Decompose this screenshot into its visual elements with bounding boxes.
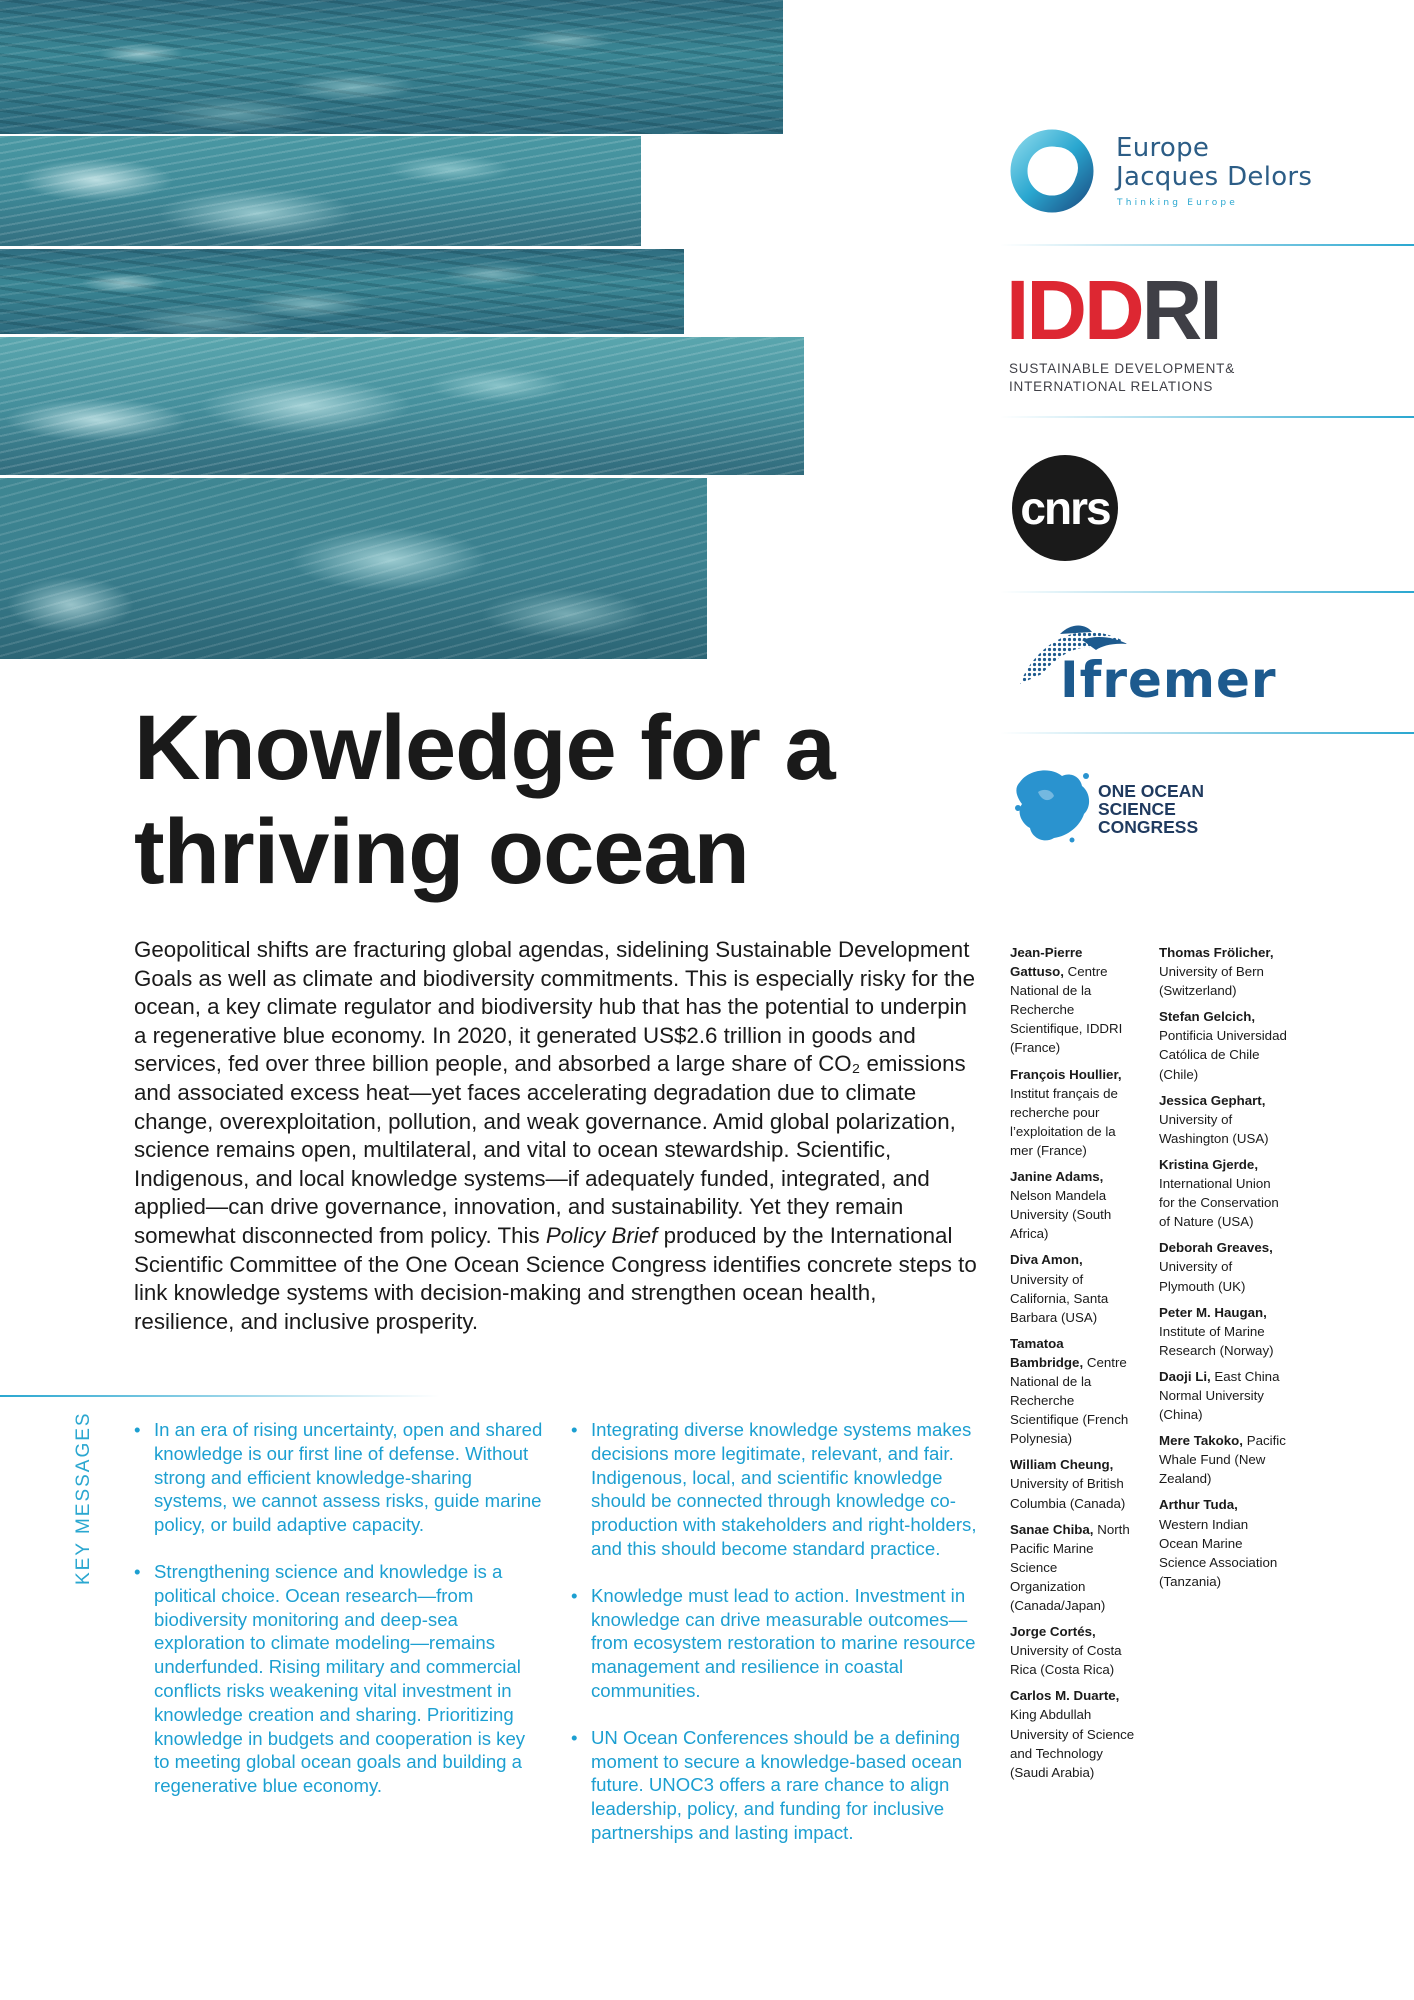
author-entry <box>1159 1238 1289 1295</box>
ejd-line2: Jacques Delors <box>1116 162 1313 192</box>
author-affiliation: Nelson Mandela University (South Africa) <box>1010 1188 1112 1242</box>
title-line: thriving ocean <box>134 801 749 903</box>
author-name: Deborah Greaves, <box>1159 1240 1273 1256</box>
author-affiliation: Institute of Marine Research (Norway) <box>1159 1323 1274 1358</box>
key-messages-divider <box>0 1395 440 1397</box>
oosc-line2: SCIENCE <box>1098 799 1176 819</box>
author-affiliation: Western Indian Ocean Marine Science Association (Tanzania) <box>1159 1516 1278 1589</box>
author-affiliation: Pacific Whale Fund (New Zealand) <box>1159 1433 1286 1487</box>
bullet-icon: • <box>134 1419 141 1440</box>
author-name: Carlos M. Duarte, <box>1010 1688 1120 1704</box>
key-message-text: Strengthening science and knowledge is a political choice. Ocean research—from biodiversity monitoring and deep-sea exploration to climate modeling—remains underfunded. Rising military and commercial conflicts risks weakening vital investment in knowledge creation and sharing. Prioritizing knowledge in budgets and cooperation is key to meeting global ocean goals and building a regenerative blue economy. <box>154 1560 526 1797</box>
author-name: Jessica Gephart, <box>1159 1092 1266 1108</box>
author-affiliation: Pontificia Universidad Católica de Chile (Chile) <box>1159 1028 1287 1082</box>
oosc-wordmark <box>1098 782 1204 836</box>
author-affiliation: North Pacific Marine Science Organization (Canada/Japan) <box>1010 1521 1130 1613</box>
intro-paragraph <box>134 936 982 1336</box>
cnrs-logo: cnrs <box>1012 455 1118 561</box>
ocean-photo-strip <box>0 249 684 334</box>
author-entry <box>1159 1495 1289 1590</box>
bullet-icon: • <box>571 1726 578 1748</box>
author-affiliation: King Abdullah University of Science and Technology (Saudi Arabia) <box>1010 1707 1135 1780</box>
author-entry <box>1010 1250 1136 1326</box>
key-messages-right-list <box>571 1418 981 1868</box>
key-message-item <box>134 1560 544 1798</box>
author-affiliation: East China Normal University (China) <box>1159 1368 1280 1423</box>
author-name: Jean-Pierre Gattuso, <box>1010 945 1083 980</box>
author-name: William Cheung, <box>1010 1457 1114 1473</box>
author-affiliation: University of Costa Rica (Costa Rica) <box>1010 1643 1122 1678</box>
author-name: Arthur Tuda, <box>1159 1497 1238 1513</box>
author-name: Daoji Li, <box>1159 1368 1211 1384</box>
author-entry <box>1159 1303 1289 1360</box>
author-name: Diva Amon, <box>1010 1252 1083 1268</box>
ejd-wordmark <box>1116 134 1312 192</box>
author-name: Stefan Gelcich, <box>1159 1009 1256 1025</box>
logo-divider <box>1000 732 1414 734</box>
author-name: Kristina Gjerde, <box>1159 1156 1259 1172</box>
iddri-wordmark <box>1006 263 1220 357</box>
author-affiliation: University of Plymouth (UK) <box>1159 1259 1246 1294</box>
author-entry <box>1010 1622 1136 1679</box>
key-messages-left-list <box>134 1418 544 1821</box>
ocean-photo-strip <box>0 136 641 246</box>
intro-text: produced by the International Scientific Committee of the One Ocean Science Congress identifies concrete steps to link knowledge systems with decision-making and strengthen ocean health, resilience, and inclusive prosperity. <box>134 1222 977 1334</box>
author-name: Jorge Cortés, <box>1010 1624 1096 1640</box>
key-messages-label: KEY MESSAGES <box>73 1411 94 1585</box>
logo-divider <box>1000 244 1414 246</box>
author-affiliation: International Union for the Conservation of Nature (USA) <box>1159 1176 1279 1230</box>
authors-column-2 <box>1159 943 1289 1598</box>
oosc-line1: ONE OCEAN <box>1098 781 1204 801</box>
key-message-item <box>571 1584 981 1703</box>
author-affiliation: Institut français de recherche pour l’exploitation de la mer (France) <box>1010 1085 1118 1158</box>
author-affiliation: University of Washington (USA) <box>1159 1111 1269 1146</box>
author-affiliation: University of Bern (Switzerland) <box>1159 964 1264 999</box>
page-title <box>134 696 954 904</box>
bullet-icon: • <box>571 1419 578 1440</box>
author-name: Janine Adams, <box>1010 1169 1104 1185</box>
iddri-red-part: IDD <box>1006 263 1142 357</box>
authors-column-1 <box>1010 943 1136 1789</box>
key-message-text: Knowledge must lead to action. Investment in knowledge can drive measurable outcomes—from ecosystem restoration to marine resource management and resilience in coastal communities. <box>591 1584 976 1701</box>
author-entry <box>1010 1334 1136 1449</box>
ejd-line1: Europe <box>1116 133 1210 163</box>
author-entry <box>1010 1065 1136 1160</box>
author-entry <box>1159 1367 1289 1424</box>
intro-italic: Policy Brief <box>545 1222 658 1248</box>
ifremer-wordmark: Ifremer <box>1060 651 1277 709</box>
ejd-ring-icon <box>1008 126 1098 216</box>
logo-divider <box>1000 591 1414 593</box>
author-name: Peter M. Haugan, <box>1159 1304 1267 1320</box>
author-name: Mere Takoko, <box>1159 1433 1243 1449</box>
author-entry <box>1159 1155 1289 1231</box>
key-message-text: Integrating diverse knowledge systems makes decisions more legitimate, relevant, and fair. Indigenous, local, and scientific knowledge should be connected through knowledge co-production with stakeholders and right-holders, and this should become standard practice. <box>591 1419 977 1559</box>
author-name: Sanae Chiba, <box>1010 1521 1094 1537</box>
oosc-line3: CONGRESS <box>1098 817 1199 837</box>
author-name: François Houllier, <box>1010 1066 1122 1082</box>
author-entry <box>1159 1091 1289 1148</box>
ocean-photo-strip <box>0 337 804 475</box>
author-entry <box>1010 1167 1136 1243</box>
iddri-gray-part: RI <box>1141 263 1220 357</box>
key-message-item <box>571 1726 981 1845</box>
globe-map-icon <box>1010 762 1094 846</box>
ocean-photo-strip <box>0 0 783 134</box>
bullet-icon: • <box>571 1584 578 1606</box>
ejd-tagline: Thinking Europe <box>1117 198 1239 208</box>
iddri-subtitle-line2: INTERNATIONAL RELATIONS <box>1009 379 1214 394</box>
key-message-text: UN Ocean Conferences should be a defining moment to secure a knowledge-based ocean future. UNOC3 offers a rare chance to align leadership, policy, and funding for inclusive partnerships and lasting impact. <box>591 1726 963 1843</box>
key-message-item <box>134 1418 544 1537</box>
author-name: Tamatoa Bambridge, <box>1010 1335 1084 1370</box>
author-entry <box>1159 1431 1289 1488</box>
iddri-subtitle <box>1009 360 1235 396</box>
author-affiliation: Centre National de la Recherche Scientifique, IDDRI (France) <box>1010 964 1123 1056</box>
author-affiliation: University of California, Santa Barbara (USA) <box>1010 1271 1109 1325</box>
intro-text: Geopolitical shifts are fracturing global agendas, sidelining Sustainable Development Goals as well as climate and biodiversity commitments. This is especially risky for the ocean, a key climate regulator and biodiversity hub that has the potential to underpin a regenerative blue economy. In 2020, it generated US$2.6 trillion in goods and services, fed over three billion people, and absorbed a large share of CO₂ emissions and associated excess heat—yet faces accelerating degradation due to climate change, overexploitation, pollution, and weak governance. Amid global polarization, science remains open, multilateral, and vital to ocean stewardship. Scientific, Indigenous, and local knowledge systems—if adequately funded, integrated, and applied—can drive governance, innovation, and sustainability. Yet they remain somewhat disconnected from policy. This <box>134 937 975 1248</box>
key-message-item <box>571 1418 981 1561</box>
iddri-subtitle-line1: SUSTAINABLE DEVELOPMENT& <box>1009 361 1236 376</box>
author-name: Thomas Frölicher, <box>1159 945 1274 960</box>
author-entry <box>1159 1007 1289 1083</box>
bullet-icon: • <box>134 1560 141 1582</box>
author-entry <box>1010 943 1136 1058</box>
author-entry <box>1010 1686 1136 1781</box>
author-entry <box>1010 1455 1136 1512</box>
key-message-text: In an era of rising uncertainty, open and shared knowledge is our first line of defense. Without strong and efficient knowledge-sharing systems, we cannot assess risks, guide marine policy, or build adaptive capacity. <box>154 1419 543 1536</box>
ocean-photo-strip <box>0 478 707 659</box>
logo-divider <box>1000 416 1414 418</box>
author-affiliation: University of British Columbia (Canada) <box>1010 1476 1126 1511</box>
author-entry <box>1159 943 1289 1000</box>
author-affiliation: Centre National de la Recherche Scientifique (French Polynesia) <box>1010 1354 1129 1447</box>
author-entry <box>1010 1520 1136 1615</box>
title-line: Knowledge for a <box>134 697 835 799</box>
